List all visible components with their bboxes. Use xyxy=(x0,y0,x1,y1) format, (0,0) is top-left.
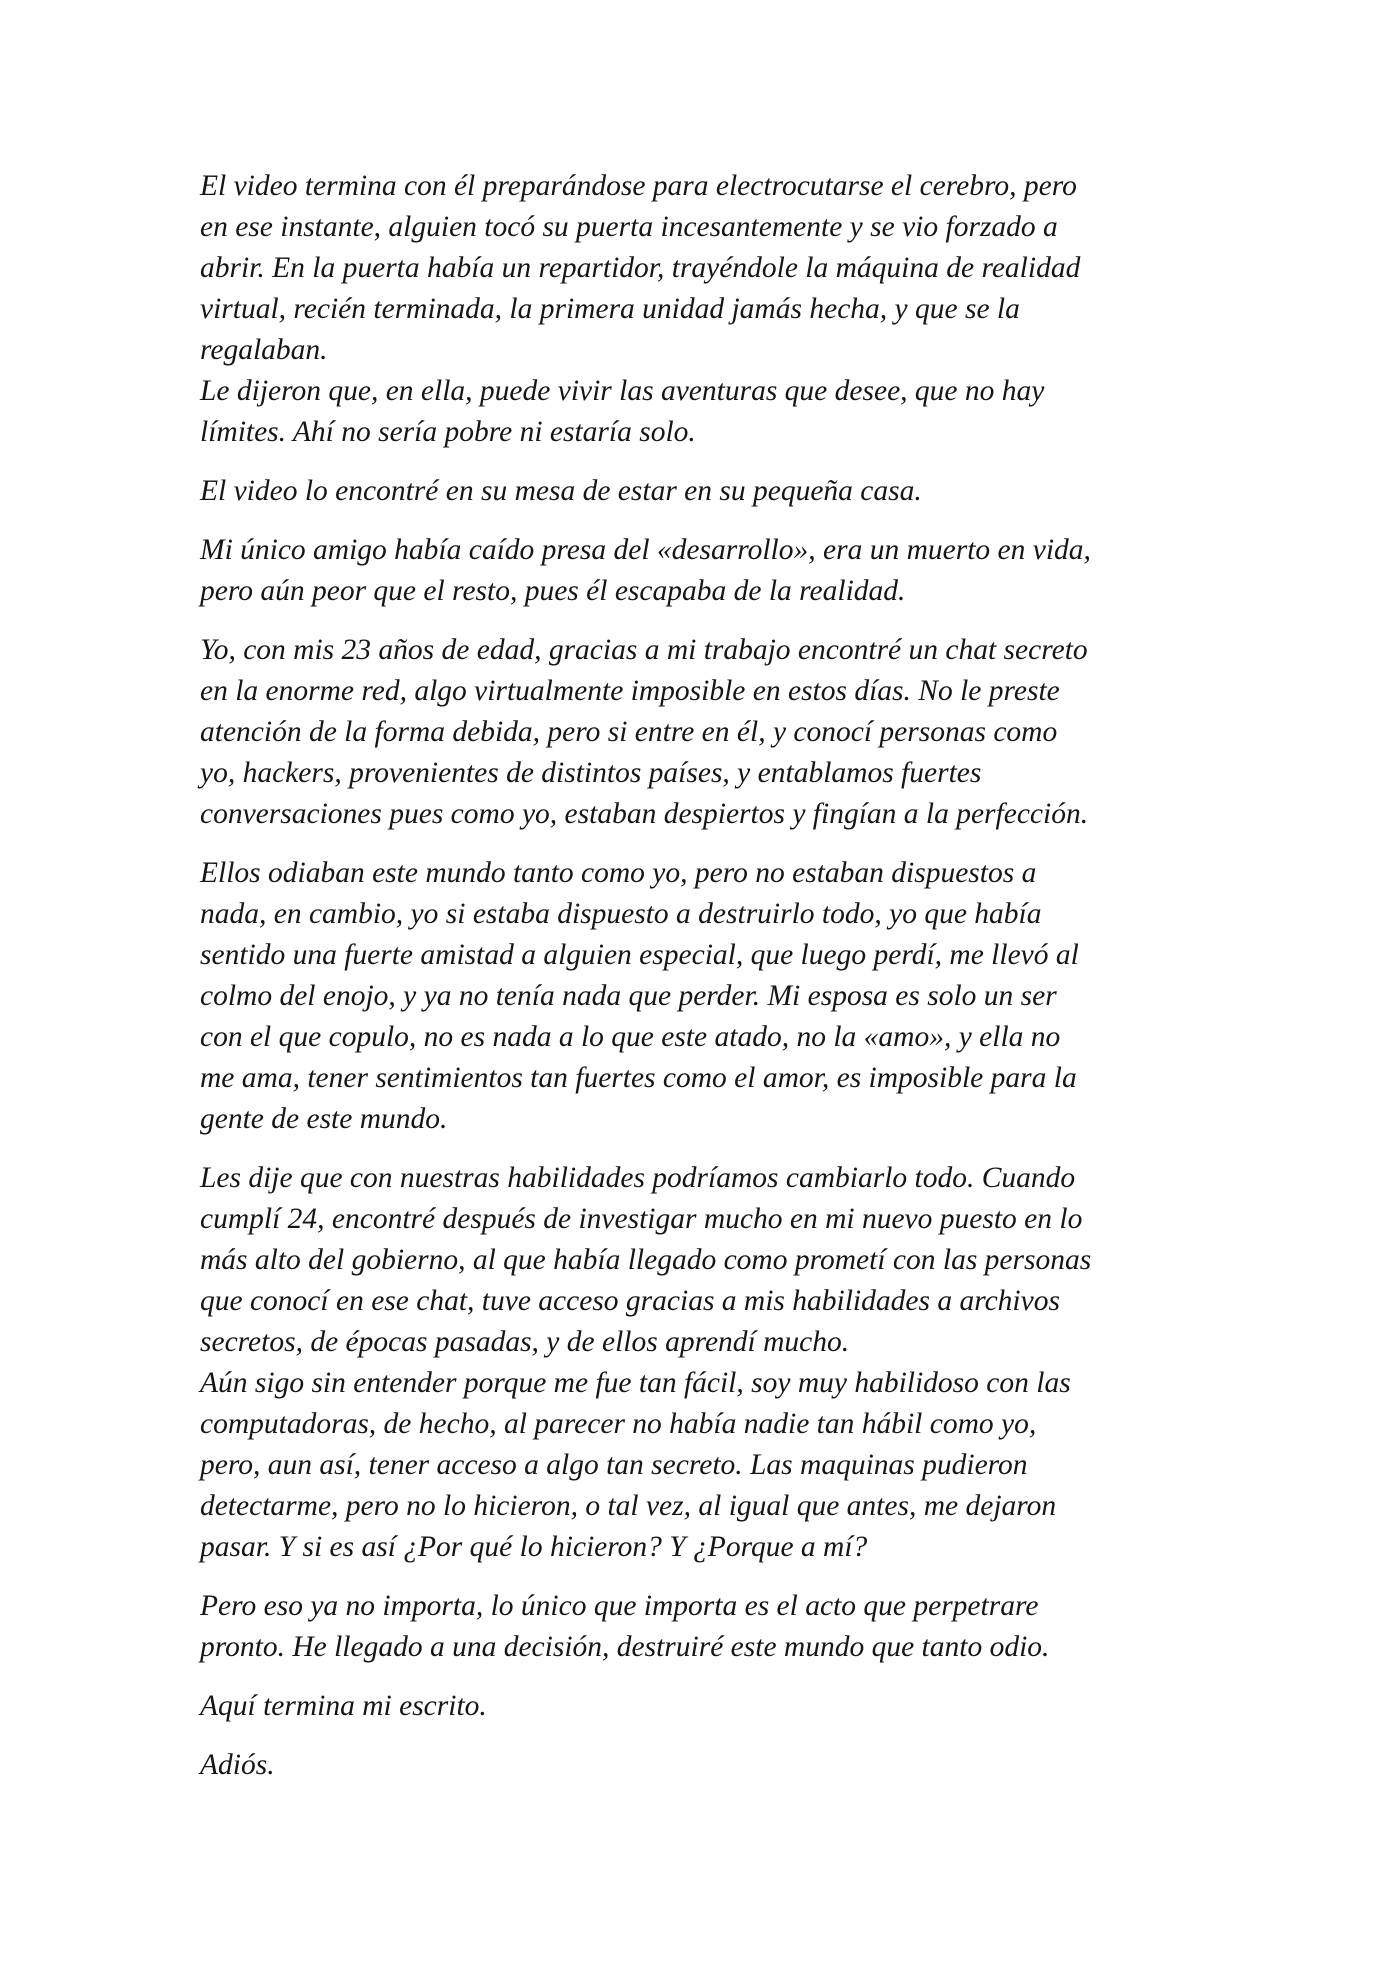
text-line: atención de la forma debida, pero si entre en él, y conocí personas como xyxy=(200,716,1058,748)
text-line: gente de este mundo. xyxy=(200,1103,448,1135)
text-line: cumplí 24, encontré después de investigar mucho en mi nuevo puesto en lo xyxy=(200,1203,1083,1235)
text-line: pronto. He llegado a una decisión, destruiré este mundo que tanto odio. xyxy=(200,1631,1050,1663)
text-line: Aquí termina mi escrito. xyxy=(200,1690,487,1722)
text-line: me ama, tener sentimientos tan fuertes como el amor, es imposible para la xyxy=(200,1062,1077,1094)
text-line: colmo del enojo, y ya no tenía nada que perder. Mi esposa es solo un ser xyxy=(200,980,1057,1012)
paragraph xyxy=(200,1586,1210,1668)
paragraph xyxy=(200,471,1210,512)
text-line: Aún sigo sin entender porque me fue tan fácil, soy muy habilidoso con las xyxy=(200,1367,1071,1399)
text-line: sentido una fuerte amistad a alguien especial, que luego perdí, me llevó al xyxy=(200,939,1079,971)
paragraph xyxy=(200,1745,1210,1786)
text-line: detectarme, pero no lo hicieron, o tal vez, al igual que antes, me dejaron xyxy=(200,1490,1057,1522)
text-line: pero aún peor que el resto, pues él escapaba de la realidad. xyxy=(200,575,906,607)
text-line: El video termina con él preparándose para electrocutarse el cerebro, pero xyxy=(200,170,1077,202)
text-line: yo, hackers, provenientes de distintos países, y entablamos fuertes xyxy=(200,757,982,789)
text-line: límites. Ahí no sería pobre ni estaría solo. xyxy=(200,416,696,448)
text-line: más alto del gobierno, al que había llegado como prometí con las personas xyxy=(200,1244,1092,1276)
text-line: nada, en cambio, yo si estaba dispuesto a destruirlo todo, yo que había xyxy=(200,898,1042,930)
text-line: con el que copulo, no es nada a lo que este atado, no la «amo», y ella no xyxy=(200,1021,1061,1053)
text-line: regalaban. xyxy=(200,334,328,366)
paragraph xyxy=(200,1686,1210,1727)
text-line: en ese instante, alguien tocó su puerta incesantemente y se vio forzado a xyxy=(200,211,1058,243)
text-line: Les dije que con nuestras habilidades podríamos cambiarlo todo. Cuando xyxy=(200,1162,1076,1194)
text-line: El video lo encontré en su mesa de estar en su pequeña casa. xyxy=(200,475,922,507)
text-line: pasar. Y si es así ¿Por qué lo hicieron? Y ¿Porque a mí? xyxy=(200,1531,868,1563)
paragraph xyxy=(200,630,1210,835)
paragraph xyxy=(200,1158,1210,1568)
text-line: virtual, recién terminada, la primera unidad jamás hecha, y que se la xyxy=(200,293,1020,325)
document-body xyxy=(200,166,1210,1804)
text-line: Le dijeron que, en ella, puede vivir las aventuras que desee, que no hay xyxy=(200,375,1045,407)
text-line: secretos, de épocas pasadas, y de ellos aprendí mucho. xyxy=(200,1326,850,1358)
text-line: Ellos odiaban este mundo tanto como yo, pero no estaban dispuestos a xyxy=(200,857,1037,889)
text-line: en la enorme red, algo virtualmente imposible en estos días. No le preste xyxy=(200,675,1060,707)
text-line: que conocí en ese chat, tuve acceso gracias a mis habilidades a archivos xyxy=(200,1285,1060,1317)
text-line: computadoras, de hecho, al parecer no había nadie tan hábil como yo, xyxy=(200,1408,1037,1440)
paragraph xyxy=(200,853,1210,1140)
text-line: conversaciones pues como yo, estaban despiertos y fingían a la perfección. xyxy=(200,798,1089,830)
text-line: Pero eso ya no importa, lo único que importa es el acto que perpetrare xyxy=(200,1590,1039,1622)
text-line: abrir. En la puerta había un repartidor, trayéndole la máquina de realidad xyxy=(200,252,1081,284)
paragraph xyxy=(200,530,1210,612)
text-line: Yo, con mis 23 años de edad, gracias a mi trabajo encontré un chat secreto xyxy=(200,634,1088,666)
text-line: Mi único amigo había caído presa del «desarrollo», era un muerto en vida, xyxy=(200,534,1091,566)
paragraph xyxy=(200,166,1210,453)
text-line: pero, aun así, tener acceso a algo tan secreto. Las maquinas pudieron xyxy=(200,1449,1028,1481)
text-line: Adiós. xyxy=(200,1749,275,1781)
